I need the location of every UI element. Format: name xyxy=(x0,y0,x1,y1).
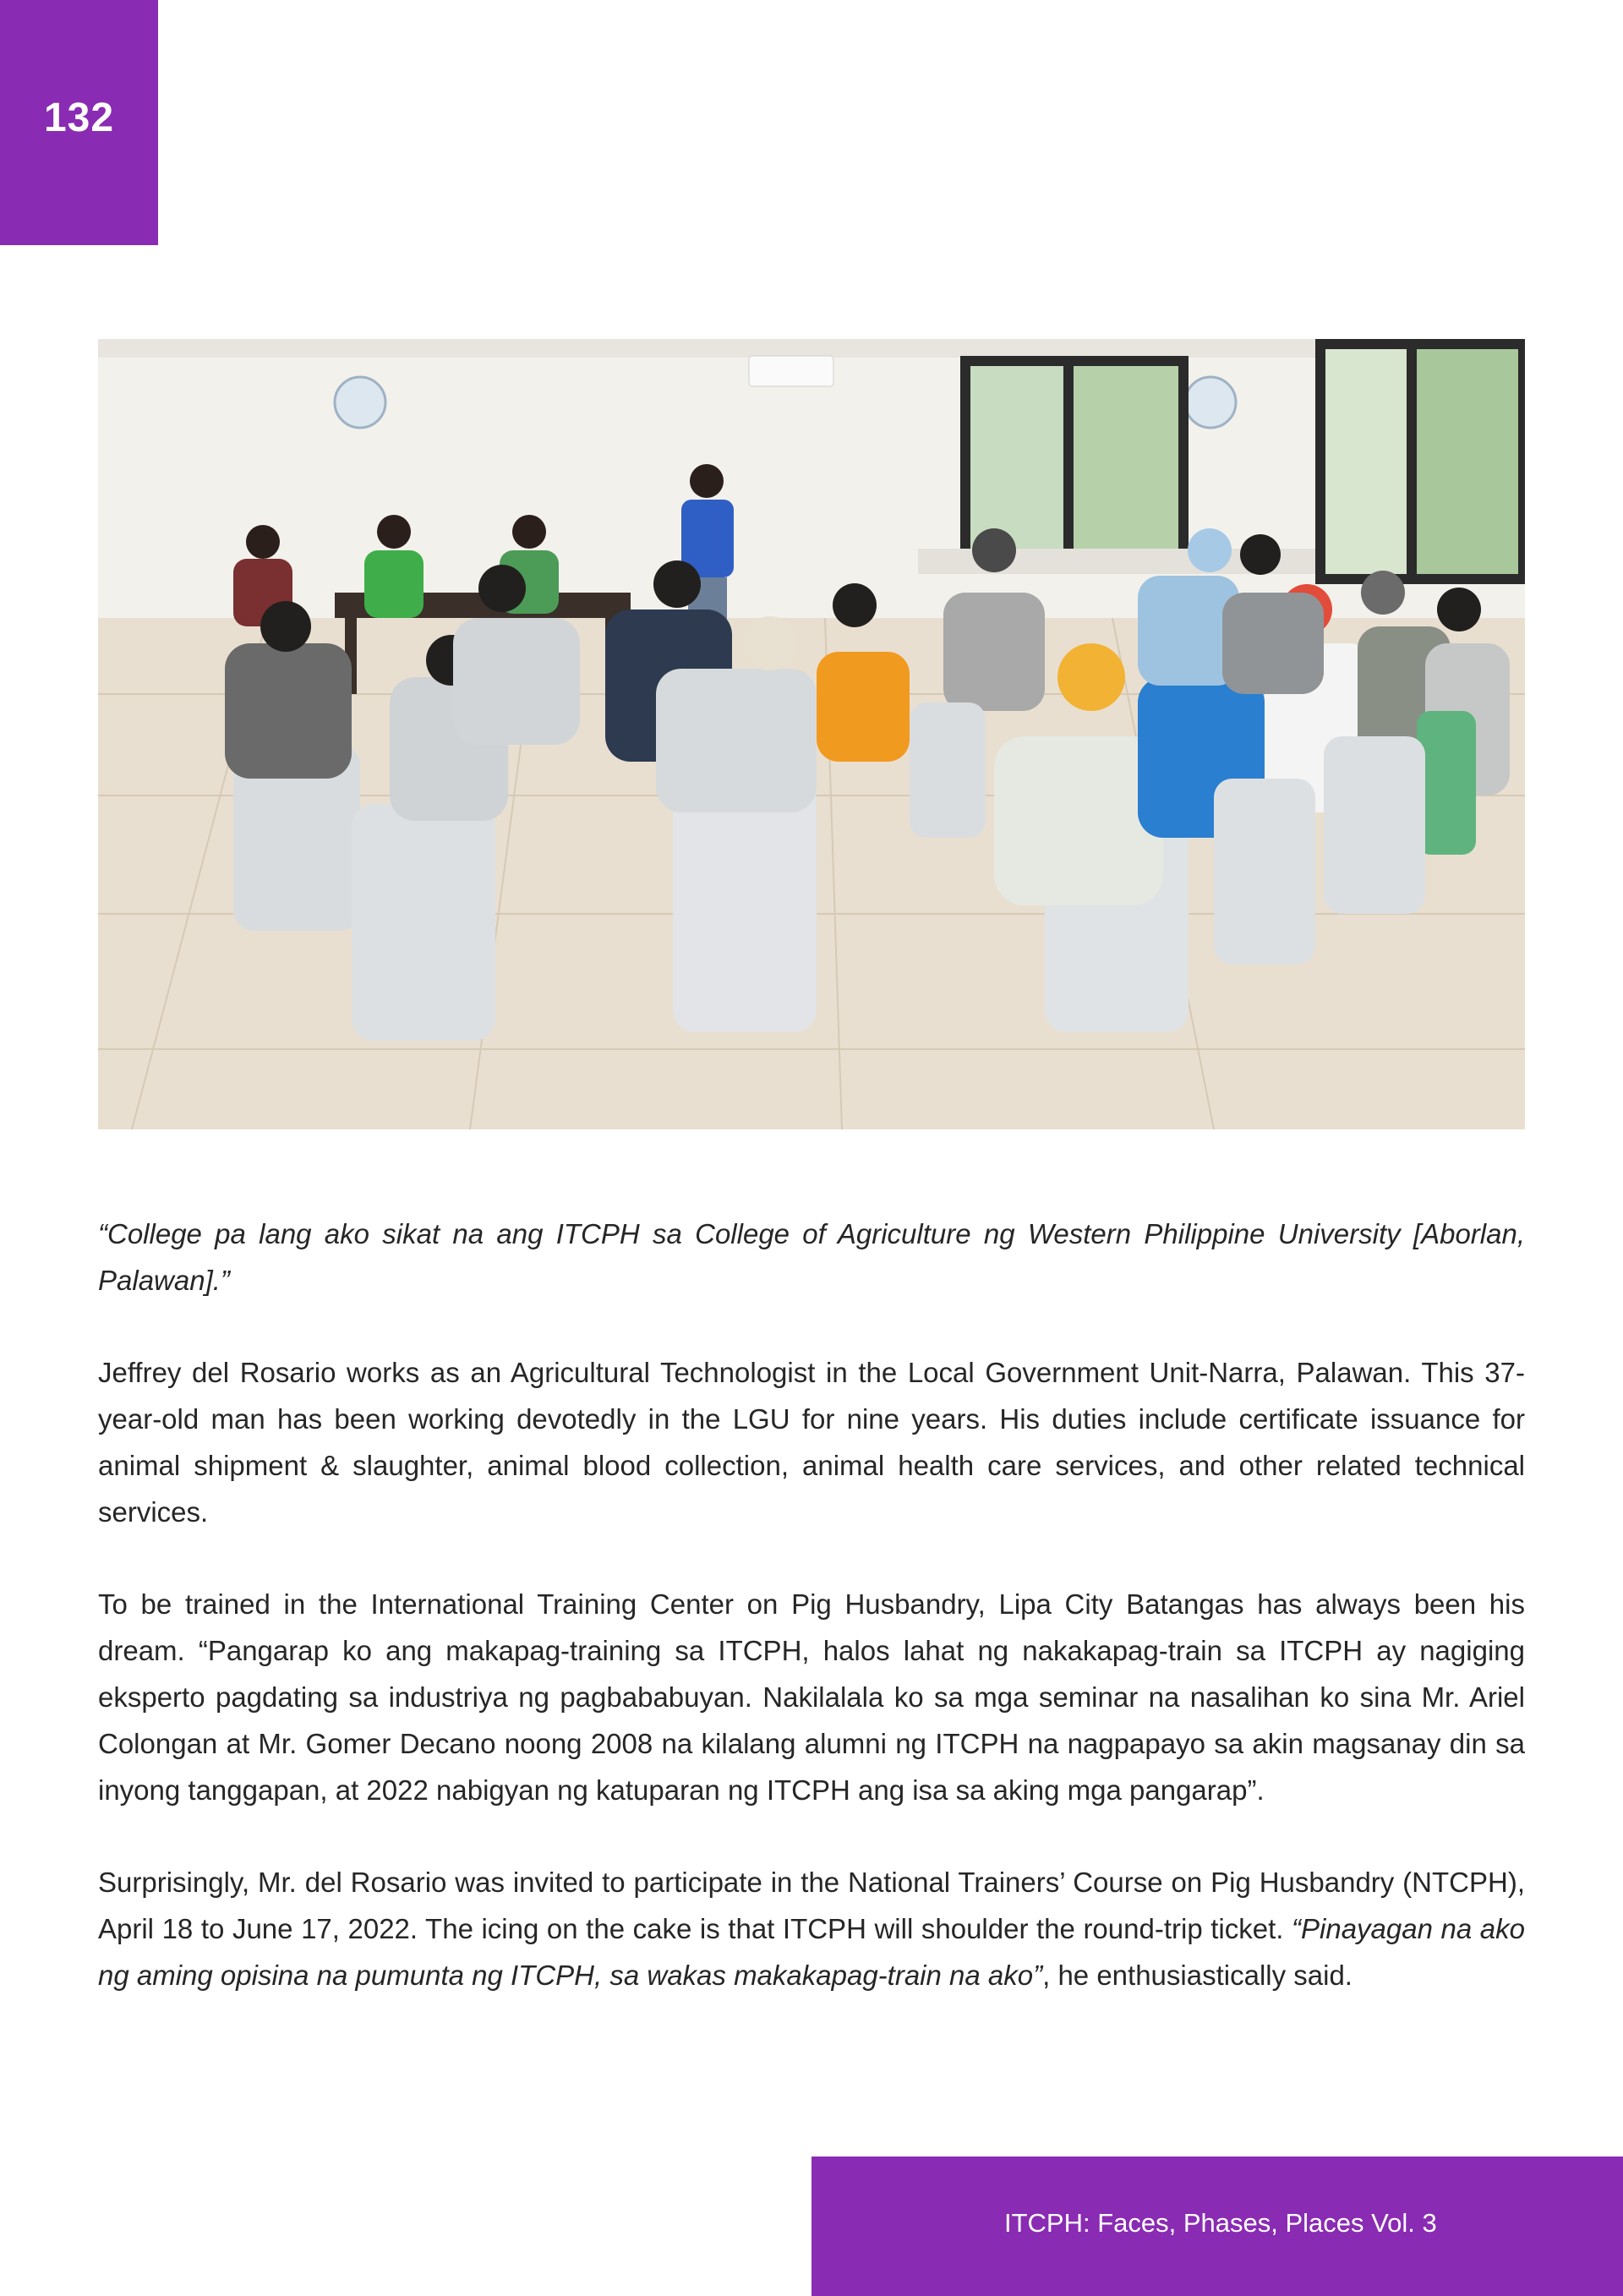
paragraph-2: To be trained in the International Training Center on Pig Husbandry, Lipa City Batangas has always been his dream. “Pangarap ko ang makapag-training sa ITCPH, halos lahat ng nakakapag-train sa ITCPH ay nagiging eksperto pagdating sa industriya ng pagbababuyan. Nakilalala ko sa mga seminar na nasalihan ko sina Mr. Ariel Colongan at Mr. Gomer Decano noong 2008 na kilalang alumni ng ITCPH na nagpapayo sa akin magsanay din sa inyong tanggapan, at 2022 nabigyan ng katuparan ng ITCPH ang isa sa aking mga pangarap”. xyxy=(98,1588,1525,1806)
paragraph-3-tail: , he enthusiastically said. xyxy=(1042,1960,1352,1991)
opening-quote: “College pa lang ako sikat na ang ITCPH sa College of Agriculture ng Western Philippine University [Aborlan, Palawan].” xyxy=(98,1218,1525,1296)
training-session-photo xyxy=(98,339,1525,1129)
page-number-tab xyxy=(0,0,158,245)
paragraph-3 xyxy=(98,1859,1525,1998)
article-body xyxy=(98,1211,1525,2044)
paragraph-1: Jeffrey del Rosario works as an Agricultural Technologist in the Local Government Unit-Narra, Palawan. This 37-year-old man has been working devotedly in the LGU for nine years. His duties include certificate issuance for animal shipment & slaughter, animal blood collection, animal health care services, and other related technical services. xyxy=(98,1357,1525,1528)
footer-title: ITCPH: Faces, Phases, Places Vol. 3 xyxy=(1004,2208,1437,2238)
paragraph-3-quote: “Pinayagan na ako ng aming opisina na pumunta ng ITCPH, sa wakas makakapag-train na ako” xyxy=(98,1913,1526,1991)
paragraph-3-text: Surprisingly, Mr. del Rosario was invited to participate in the National Trainers’ Course on Pig Husbandry (NTCPH), April 18 to June 17, 2022. The icing on the cake is that ITCPH will shoulder the round-trip ticket. xyxy=(98,1867,1525,1944)
page-number: 132 xyxy=(43,96,115,140)
